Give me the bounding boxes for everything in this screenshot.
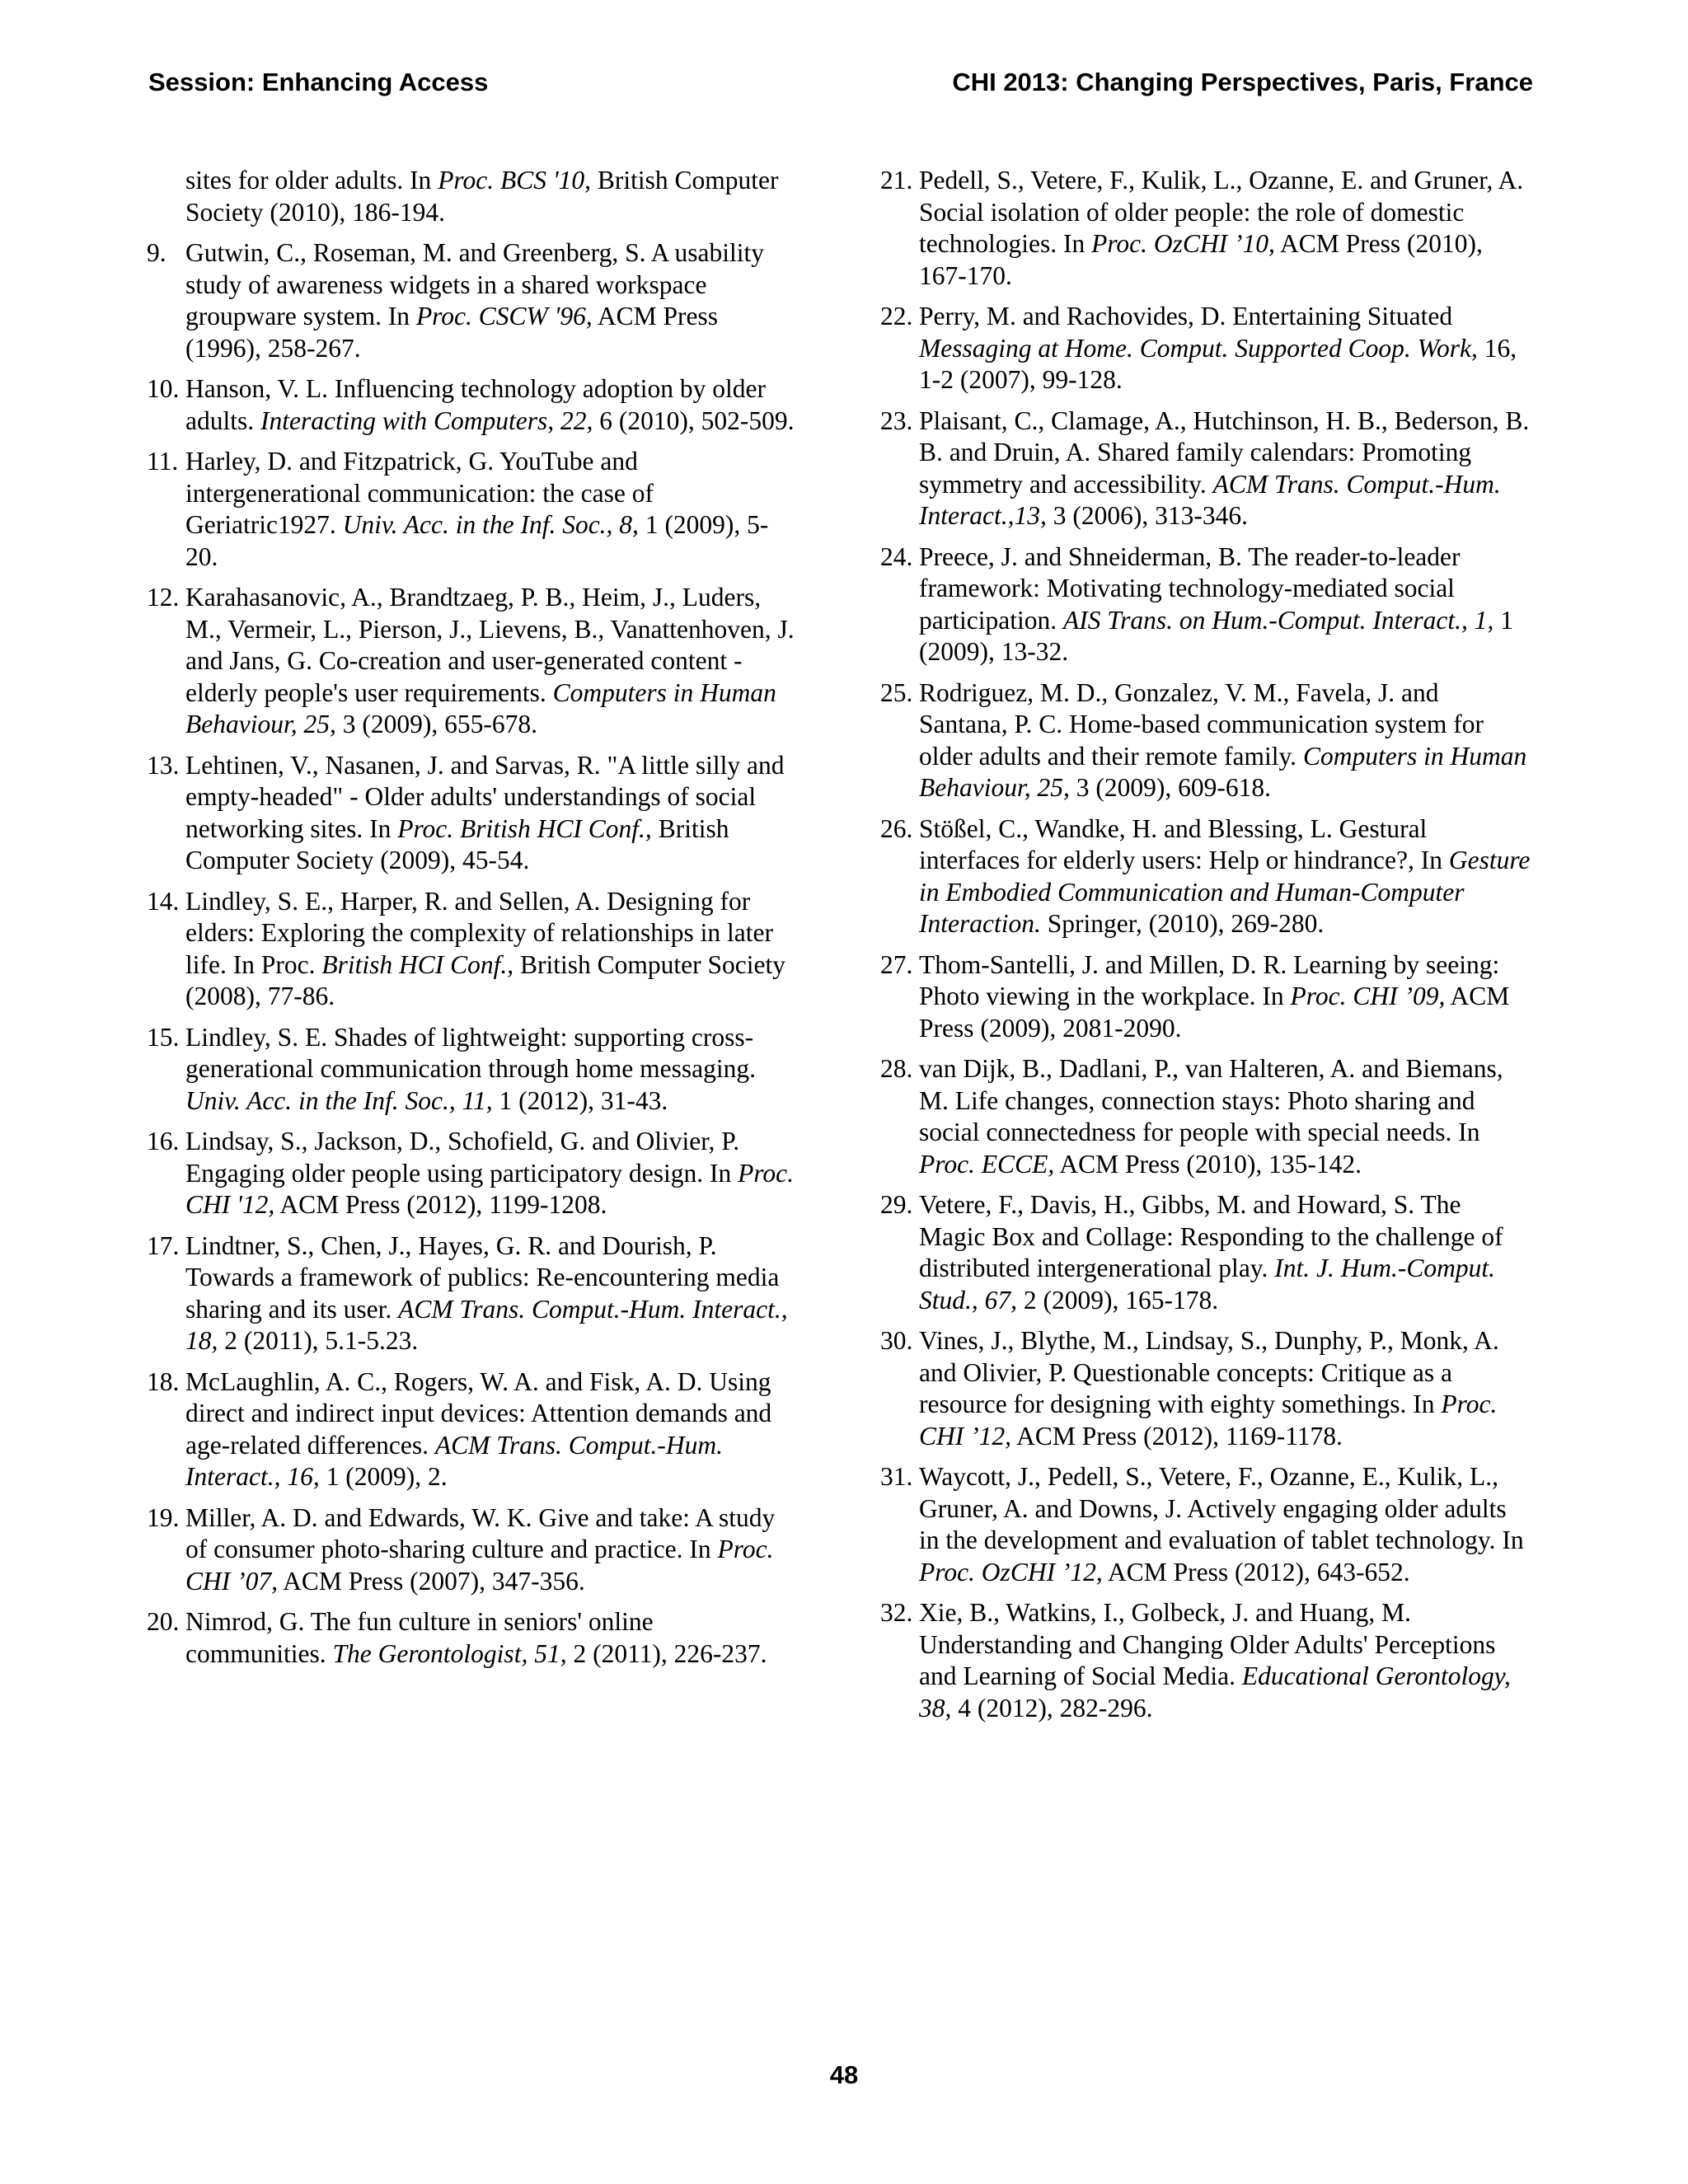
reference-body	[185, 446, 798, 573]
reference-number: 29.	[880, 1190, 913, 1219]
reference-item	[880, 1461, 1531, 1588]
reference-body	[919, 1189, 1531, 1316]
reference-body	[919, 405, 1531, 532]
reference-text: Vetere, F., Davis, H., Gibbs, M. and Howard, S. The Magic Box and Collage: Responding to the challenge of distributed intergenerational play.	[919, 1190, 1503, 1282]
reference-text: 4 (2012), 282-296.	[951, 1693, 1153, 1722]
reference-item	[147, 446, 798, 573]
reference-body	[185, 886, 798, 1013]
reference-text: Hanson, V. L. Influencing technology adoption by older adults.	[185, 374, 766, 435]
reference-text: British Computer Society (2009), 45-54.	[185, 813, 729, 874]
reference-body	[919, 301, 1531, 396]
reference-number: 28.	[880, 1054, 913, 1083]
reference-number: 25.	[880, 677, 913, 707]
reference-text: Harley, D. and Fitzpatrick, G. YouTube and intergenerational communication: the case of Geriatric1927.	[185, 447, 654, 539]
reference-venue: Gesture in Embodied Communication and Human-Computer Interaction.	[919, 846, 1531, 938]
reference-venue: Educational Gerontology, 38,	[919, 1661, 1511, 1722]
reference-body	[185, 1126, 798, 1221]
reference-venue: ACM Trans. Comput.-Hum. Interact., 16,	[185, 1430, 724, 1491]
reference-item	[880, 541, 1531, 668]
reference-item	[880, 1325, 1531, 1452]
reference-venue: Proc. CSCW '96,	[415, 302, 593, 330]
reference-venue: Computers in Human Behaviour, 25,	[919, 741, 1527, 802]
reference-text: Preece, J. and Shneiderman, B. The reader-to-leader framework: Motivating technology-mediated social participation.	[919, 541, 1461, 635]
reference-item	[880, 165, 1531, 292]
reference-text: Lindley, S. E. Shades of lightweight: supporting cross-generational communication through home messaging.	[185, 1022, 756, 1083]
reference-text: Lindley, S. E., Harper, R. and Sellen, A. Designing for elders: Exploring the complexity of relationships in later life. In Proc.	[185, 886, 773, 979]
reference-item	[147, 750, 798, 877]
reference-continuation	[147, 165, 798, 228]
reference-item	[880, 813, 1531, 940]
reference-venue: Proc. ECCE,	[919, 1149, 1055, 1179]
reference-text: Pedell, S., Vetere, F., Kulik, L., Ozanne, E. and Gruner, A. Social isolation of older people: the role of domestic technologies. In	[919, 166, 1524, 258]
reference-item	[147, 1502, 798, 1598]
reference-number: 14.	[147, 886, 180, 916]
reference-text: 3 (2009), 609-618.	[1069, 773, 1271, 802]
reference-text: Stößel, C., Wandke, H. and Blessing, L. Gestural interfaces for elderly users: Help or hindrance?, In	[919, 813, 1449, 874]
reference-venue: British HCI Conf.,	[321, 949, 514, 979]
reference-item	[147, 582, 798, 741]
reference-venue: Proc. British HCI Conf.,	[397, 813, 652, 843]
reference-text: 1 (2009), 5-20.	[185, 510, 769, 571]
reference-item	[147, 1126, 798, 1221]
reference-item	[880, 949, 1531, 1045]
reference-venue: Messaging at Home. Comput. Supported Coop. Work,	[919, 333, 1478, 363]
reference-item	[147, 1022, 798, 1118]
reference-venue: ACM Trans. Comput.-Hum. Interact., 18,	[185, 1294, 788, 1355]
session-title: Session: Enhancing Access	[148, 68, 489, 96]
reference-text: McLaughlin, A. C., Rogers, W. A. and Fisk, A. D. Using direct and indirect input devices: Attention demands and age-related differences.	[185, 1366, 772, 1460]
reference-body	[919, 813, 1531, 940]
reference-text: British Computer Society (2010), 186-194.	[185, 166, 779, 227]
reference-text: van Dijk, B., Dadlani, P., van Halteren, A. and Biemans, M. Life changes, connection stays: Photo sharing and social connectedness for people with special needs. In	[919, 1054, 1503, 1146]
reference-number: 31.	[880, 1462, 913, 1491]
reference-text: Lindsay, S., Jackson, D., Schofield, G. and Olivier, P. Engaging older people using participatory design. In	[185, 1127, 740, 1188]
reference-text: 16, 1-2 (2007), 99-128.	[919, 333, 1517, 394]
reference-number: 13.	[147, 750, 180, 780]
reference-number: 19.	[147, 1502, 180, 1532]
reference-text: 2 (2009), 165-178.	[1017, 1285, 1219, 1315]
reference-text: Thom-Santelli, J. and Millen, D. R. Learning by seeing: Photo viewing in the workplace. In	[919, 949, 1500, 1010]
reference-number: 18.	[147, 1366, 180, 1396]
reference-number: 21.	[880, 166, 913, 194]
reference-text: 6 (2010), 502-509.	[593, 405, 795, 435]
reference-body	[919, 541, 1531, 668]
reference-item	[880, 1597, 1531, 1724]
reference-number: 22.	[880, 302, 913, 330]
reference-item	[880, 677, 1531, 804]
reference-venue: Proc. CHI '12,	[185, 1158, 795, 1219]
reference-text: 1 (2009), 2.	[319, 1462, 448, 1491]
reference-number: 23.	[880, 405, 913, 435]
reference-text: Waycott, J., Pedell, S., Vetere, F., Ozanne, E., Kulik, L., Gruner, A. and Downs, J. Actively engaging older adults in the development and evaluation of tablet technology. In	[919, 1462, 1524, 1554]
reference-venue: AIS Trans. on Hum.-Comput. Interact., 1,	[1062, 605, 1494, 635]
reference-text: British Computer Society (2008), 77-86.	[185, 949, 785, 1010]
reference-venue: Proc. CHI ’09,	[1290, 982, 1446, 1010]
reference-body	[919, 677, 1531, 804]
reference-body	[185, 373, 798, 437]
reference-body	[919, 949, 1531, 1045]
reference-number: 26.	[880, 813, 913, 843]
reference-text: Miller, A. D. and Edwards, W. K. Give and take: A study of consumer photo-sharing culture and practice. In	[185, 1502, 776, 1563]
reference-venue: Computers in Human Behaviour, 25,	[185, 677, 776, 738]
reference-number: 10.	[147, 374, 180, 403]
reference-text: Karahasanovic, A., Brandtzaeg, P. B., Heim, J., Luders, M., Vermeir, L., Pierson, J., Lievens, B., Vanattenhoven, J. and Jans, G. Co-creation and user-generated content - elderly people's user requirements.	[185, 583, 795, 707]
reference-text: 3 (2006), 313-346.	[1046, 501, 1248, 530]
reference-item	[147, 1230, 798, 1357]
reference-number: 16.	[147, 1127, 180, 1155]
reference-item	[880, 301, 1531, 396]
reference-number: 24.	[880, 541, 913, 571]
reference-text: 1 (2012), 31-43.	[492, 1085, 668, 1115]
reference-body	[919, 1597, 1531, 1724]
reference-body	[185, 237, 798, 364]
reference-text: Rodriguez, M. D., Gonzalez, V. M., Favela, J. and Santana, P. C. Home-based communication system for older adults and their remote family.	[919, 677, 1484, 771]
reference-text: 2 (2011), 5.1-5.23.	[218, 1326, 419, 1355]
reference-body	[919, 165, 1531, 292]
reference-number: 11.	[147, 447, 179, 476]
reference-text: ACM Press (1996), 258-267.	[185, 302, 719, 363]
reference-text: Plaisant, C., Clamage, A., Hutchinson, H. B., Bederson, B. B. and Druin, A. Shared family calendars: Promoting symmetry and accessibility.	[919, 405, 1530, 499]
reference-venue: Univ. Acc. in the Inf. Soc., 8,	[342, 510, 639, 539]
reference-body	[185, 1022, 798, 1118]
reference-body	[919, 1461, 1531, 1588]
reference-text: Lehtinen, V., Nasanen, J. and Sarvas, R. "A little silly and empty-headed" - Older adults' understandings of social networking sites. In	[185, 750, 785, 843]
reference-venue: Proc. OzCHI ’12,	[919, 1557, 1103, 1586]
reference-text: ACM Press (2012), 643-652.	[1102, 1557, 1410, 1586]
reference-item	[147, 1366, 798, 1493]
reference-venue: Proc. BCS '10,	[438, 166, 591, 194]
reference-list-right	[880, 165, 1531, 1724]
reference-number: 32.	[880, 1598, 913, 1627]
reference-number: 27.	[880, 949, 913, 979]
reference-text: ACM Press (2010), 135-142.	[1054, 1149, 1362, 1179]
reference-venue: Int. J. Hum.-Comput. Stud., 67,	[919, 1254, 1495, 1315]
reference-text: ACM Press (2007), 347-356.	[278, 1566, 585, 1596]
reference-venue: Interacting with Computers, 22,	[260, 405, 593, 435]
page-number: 48	[829, 2060, 859, 2089]
reference-venue: Proc. CHI ’12,	[919, 1390, 1498, 1451]
reference-number: 12.	[147, 583, 180, 612]
reference-item	[880, 405, 1531, 532]
reference-text: 2 (2011), 226-237.	[566, 1638, 767, 1668]
reference-venue: Proc. OzCHI ’10,	[1091, 229, 1275, 258]
reference-text: Vines, J., Blythe, M., Lindsay, S., Dunphy, P., Monk, A. and Olivier, P. Questionable concepts: Critique as a resource for designing with eighty somethings. In	[919, 1326, 1499, 1418]
reference-venue: The Gerontologist, 51,	[332, 1638, 567, 1668]
reference-text: 1 (2009), 13-32.	[919, 605, 1513, 666]
reference-text: ACM Press (2009), 2081-2090.	[919, 982, 1510, 1043]
reference-number: 20.	[147, 1607, 180, 1636]
reference-text: Gutwin, C., Roseman, M. and Greenberg, S. A usability study of awareness widgets in a shared workspace groupware system. In	[185, 238, 764, 330]
reference-text: Perry, M. and Rachovides, D. Entertaining Situated	[919, 302, 1453, 330]
reference-body	[185, 1366, 798, 1493]
reference-number: 9.	[147, 238, 166, 267]
reference-body	[185, 750, 798, 877]
reference-list-left	[147, 237, 798, 1670]
references-left-column	[147, 165, 798, 1679]
reference-venue: ACM Trans. Comput.-Hum. Interact.,13,	[919, 469, 1501, 530]
reference-item	[147, 1606, 798, 1670]
reference-item	[147, 237, 798, 364]
reference-text: ACM Press (2012), 1169-1178.	[1011, 1421, 1343, 1451]
reference-number: 30.	[880, 1326, 913, 1355]
reference-text: ACM Press (2010), 167-170.	[919, 229, 1483, 290]
reference-number: 17.	[147, 1230, 180, 1260]
reference-body	[185, 1502, 798, 1598]
reference-item	[147, 373, 798, 437]
reference-number: 15.	[147, 1022, 180, 1052]
reference-body	[919, 1053, 1531, 1180]
reference-venue: Proc. CHI ’07,	[185, 1535, 774, 1596]
references-right-column	[880, 165, 1531, 1733]
reference-text: Nimrod, G. The fun culture in seniors' online communities.	[185, 1607, 654, 1668]
reference-body	[185, 1230, 798, 1357]
reference-text: Springer, (2010), 269-280.	[1040, 909, 1325, 938]
reference-text: sites for older adults. In	[185, 166, 438, 194]
reference-text: Lindtner, S., Chen, J., Hayes, G. R. and Dourish, P. Towards a framework of publics: Re-encountering media sharing and its user.	[185, 1230, 780, 1324]
conference-title: CHI 2013: Changing Perspectives, Paris, France	[952, 68, 1533, 96]
reference-item	[880, 1189, 1531, 1316]
reference-text: 3 (2009), 655-678.	[335, 710, 537, 738]
reference-text: ACM Press (2012), 1199-1208.	[274, 1190, 607, 1219]
reference-body	[919, 1325, 1531, 1452]
reference-item	[880, 1053, 1531, 1180]
reference-venue: Univ. Acc. in the Inf. Soc., 11,	[185, 1085, 493, 1115]
reference-body	[185, 582, 798, 741]
reference-item	[147, 886, 798, 1013]
reference-body	[185, 1606, 798, 1670]
running-header	[148, 66, 1533, 99]
reference-text: Xie, B., Watkins, I., Golbeck, J. and Huang, M. Understanding and Changing Older Adults' Perceptions and Learning of Social Media.	[919, 1598, 1496, 1690]
